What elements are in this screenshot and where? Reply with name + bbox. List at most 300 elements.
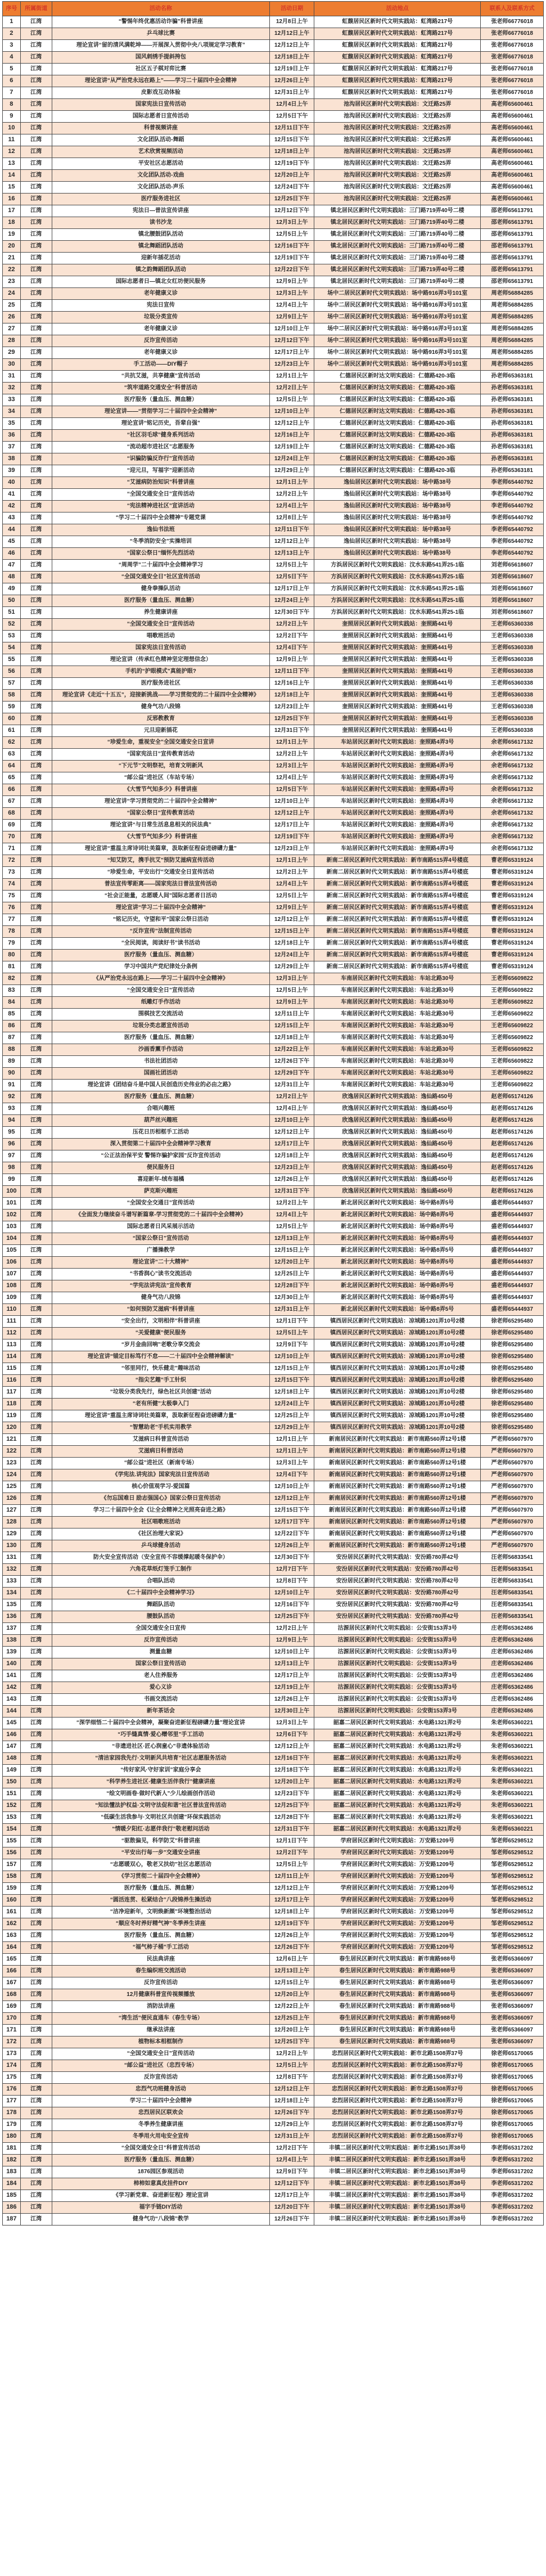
contact-cell: 曹老师65319124 [481, 950, 544, 961]
table-row [3, 749, 544, 761]
activity-name-cell: “珍爱生命，重视安全”全国交通安全日宣讲 [52, 737, 270, 749]
location-cell: 韶嘉二居民区新时代文明实践站：水电路1321弄2号 [314, 1824, 481, 1836]
location-cell: 虹馥居民区新时代文明实践站：虹湾路217号 [314, 40, 481, 52]
activity-name-cell: 国际志愿者日—镇北女红坊便民服务 [52, 276, 270, 288]
location-cell: 欣逸居民区新时代文明实践站：逸仙路450号 [314, 1186, 481, 1198]
table-row [3, 359, 544, 371]
contact-cell: 孙老师65363181 [481, 394, 544, 406]
date-cell: 12月12日上午 [270, 808, 314, 820]
seq-cell: 172 [3, 2036, 21, 2048]
table-row [3, 229, 544, 241]
date-cell: 12月18日上午 [270, 1032, 314, 1044]
location-cell: 韶嘉二居民区新时代文明实践站：水电路1321弄2号 [314, 1765, 481, 1777]
contact-cell: 李老师65317202 [481, 2190, 544, 2202]
table-row [3, 1127, 544, 1139]
street-cell: 江湾 [20, 1729, 52, 1741]
date-cell: 12月20日上午 [270, 1257, 314, 1269]
date-cell: 12月24日下午 [270, 182, 314, 194]
seq-cell: 12 [3, 146, 21, 158]
location-cell: 奎照居民区新时代文明实践站：奎照路441号 [314, 678, 481, 690]
date-cell: 12月26日上午 [270, 1694, 314, 1706]
table-row [3, 2202, 544, 2214]
street-cell: 江湾 [20, 2072, 52, 2084]
table-row [3, 418, 544, 430]
contact-cell: 赵老师65174126 [481, 1162, 544, 1174]
street-cell: 江湾 [20, 501, 52, 512]
table-row [3, 217, 544, 229]
date-cell: 12月5日下午 [270, 572, 314, 583]
contact-cell: 高老师65600461 [481, 123, 544, 134]
seq-cell: 123 [3, 1458, 21, 1469]
street-cell: 江湾 [20, 2013, 52, 2025]
date-cell: 12月7日下午 [270, 1564, 314, 1576]
activity-name-cell: 老人住养服务 [52, 1670, 270, 1682]
table-row [3, 713, 544, 725]
street-cell: 江湾 [20, 1540, 52, 1552]
contact-cell: 汪老师56833541 [481, 1588, 544, 1599]
seq-cell: 181 [3, 2143, 21, 2155]
location-cell: 沽源居民区新时代文明实践站：公安街153弄3号 [314, 1635, 481, 1647]
table-row [3, 583, 544, 595]
table-row [3, 1080, 544, 1091]
activity-name-cell: 医疗服务（量血压、测血糖） [52, 1930, 270, 1942]
street-cell: 江湾 [20, 2001, 52, 2013]
seq-cell: 13 [3, 158, 21, 170]
street-cell: 江湾 [20, 690, 52, 702]
date-cell: 12月15日上午 [270, 1977, 314, 1989]
seq-cell: 59 [3, 702, 21, 713]
date-cell: 12月5日下午 [270, 111, 314, 123]
date-cell: 12月8日下午 [270, 2072, 314, 2084]
location-cell: 韶嘉二居民区新时代文明实践站：水电路1321弄2号 [314, 1741, 481, 1753]
date-cell: 12月22日下午 [270, 1528, 314, 1540]
contact-cell: 孙老师65363181 [481, 430, 544, 442]
contact-cell: 庄老师65362486 [481, 1635, 544, 1647]
seq-cell: 117 [3, 1387, 21, 1399]
activity-name-cell: “科学养生进社区·健康生活伴我行”健康讲座 [52, 1777, 270, 1788]
street-cell: 江湾 [20, 2131, 52, 2143]
contact-cell: 徐老师65170065 [481, 2084, 544, 2096]
contact-cell: 曹老师65319124 [481, 891, 544, 902]
table-row [3, 1210, 544, 1221]
activity-name-cell: 福字手链DIY活动 [52, 2202, 270, 2214]
location-cell: 池沟居民区新时代文明实践站：文迁路25弄 [314, 194, 481, 205]
table-row [3, 772, 544, 784]
activity-name-cell: “社区羽毛球”健身系列活动 [52, 430, 270, 442]
table-row [3, 1847, 544, 1859]
table-row [3, 1339, 544, 1351]
seq-cell: 65 [3, 772, 21, 784]
contact-cell: 高老师65600461 [481, 134, 544, 146]
street-cell: 江湾 [20, 820, 52, 831]
seq-cell: 143 [3, 1694, 21, 1706]
location-cell: 新南居民区新时代文明实践站：新市南路560弄12号1楼 [314, 1434, 481, 1446]
location-cell: 车站居民区新时代文明实践站：奎照路4弄3号 [314, 749, 481, 761]
contact-cell: 周老师56884285 [481, 347, 544, 359]
contact-cell: 张老师65366097 [481, 2001, 544, 2013]
date-cell: 12月1日上午 [270, 737, 314, 749]
location-cell: 韶嘉二居民区新时代文明实践站：水电路1321弄2号 [314, 1788, 481, 1800]
activity-name-cell: 防火安全宣传活动（安全宣传不容缓撑起暖冬保护伞） [52, 1552, 270, 1564]
date-cell: 12月29日上午 [270, 465, 314, 477]
contact-cell: 王老师65609822 [481, 1056, 544, 1068]
contact-cell: 高老师65600461 [481, 182, 544, 194]
date-cell: 12月20日上午 [270, 1777, 314, 1788]
location-cell: 逸仙居民区新时代文明实践站：场中路38号 [314, 548, 481, 560]
location-cell: 新南居民区新时代文明实践站：新市南路560弄12号1楼 [314, 1540, 481, 1552]
table-row [3, 465, 544, 477]
activity-name-cell: “识骗防骗反诈行”宣传活动 [52, 453, 270, 465]
street-cell: 江湾 [20, 1658, 52, 1670]
location-cell: 仁德居民区新时达文明实践站：仁德路420-3临 [314, 383, 481, 394]
location-cell: 仁德居民区新时达文明实践站：仁德路420-3临 [314, 371, 481, 383]
location-cell: 新北居民区新时代文明实践站：场中路8弄5号 [314, 1292, 481, 1304]
date-cell: 12月8日上午 [270, 16, 314, 28]
date-cell: 12月17日上午 [270, 1670, 314, 1682]
contact-cell: 庄老师65362486 [481, 1647, 544, 1658]
street-cell: 江湾 [20, 572, 52, 583]
date-cell: 12月2日下午 [270, 631, 314, 642]
table-row [3, 1694, 544, 1706]
contact-cell: 曹老师65319124 [481, 938, 544, 950]
table-row [3, 1753, 544, 1765]
contact-cell: 张老师65366097 [481, 2025, 544, 2036]
seq-cell: 76 [3, 902, 21, 914]
activity-name-cell: 深入贯彻第二十届四中全会精神学习教育 [52, 1139, 270, 1150]
street-cell: 江湾 [20, 1599, 52, 1611]
date-cell: 12月9日上午 [270, 902, 314, 914]
date-cell: 12月18日上午 [270, 1387, 314, 1399]
location-cell: 池沟居民区新时代文明实践站：文迁路25弄 [314, 134, 481, 146]
location-cell: 镇北居民区新时代文明实践站：三门路719弄40号二楼 [314, 217, 481, 229]
activity-name-cell: “全民阅读，阅读好书”读书活动 [52, 938, 270, 950]
street-cell: 江湾 [20, 1670, 52, 1682]
date-cell: 12月9日下午 [270, 1339, 314, 1351]
activity-name-cell: 六角花草纸灯笼手工制作 [52, 1564, 270, 1576]
street-cell: 江湾 [20, 1328, 52, 1339]
table-row [3, 276, 544, 288]
seq-cell: 105 [3, 1245, 21, 1257]
contact-cell: 邹老师65298512 [481, 1859, 544, 1871]
location-cell: 逸仙居民区新时代文明实践站：场中路38号 [314, 536, 481, 548]
street-cell: 江湾 [20, 1469, 52, 1481]
table-row [3, 737, 544, 749]
location-cell: 丰镇二居民区新时代文明实践站：新市北路1501弄38号 [314, 2166, 481, 2178]
table-row [3, 1257, 544, 1269]
contact-cell: 赵老师65174126 [481, 1174, 544, 1186]
location-cell: 池沟居民区新时代文明实践站：文迁路25弄 [314, 158, 481, 170]
table-row [3, 642, 544, 654]
table-row [3, 973, 544, 985]
location-cell: 仁德居民区新时达文明实践站：仁德路420-3临 [314, 453, 481, 465]
contact-cell: 王老师65609822 [481, 973, 544, 985]
date-cell: 12月18日上午 [270, 938, 314, 950]
seq-cell: 113 [3, 1339, 21, 1351]
contact-cell: 李老师65317202 [481, 2155, 544, 2166]
location-cell: 新南二居民区新时代文明实践站：新市南路515弄4号楼底 [314, 926, 481, 938]
date-cell: 12月17日上午 [270, 820, 314, 831]
date-cell: 12月11日上午 [270, 1009, 314, 1020]
date-cell: 12月12日上午 [270, 1127, 314, 1139]
contact-cell: 盛老师65444937 [481, 1257, 544, 1269]
contact-cell: 张老师66776018 [481, 64, 544, 75]
street-cell: 江湾 [20, 607, 52, 619]
location-cell: 车南居民区新时代文明实践站：车站北路30号 [314, 1044, 481, 1056]
table-row [3, 394, 544, 406]
seq-cell: 170 [3, 2013, 21, 2025]
activity-name-cell: 镇北腰鼓团队活动 [52, 229, 270, 241]
table-row [3, 2155, 544, 2166]
date-cell: 12月20日下午 [270, 2202, 314, 2214]
location-cell: 镇西居民区新时代文明实践站：凉城路1201弄10号2楼 [314, 1316, 481, 1328]
table-row [3, 1469, 544, 1481]
contact-cell: 孙老师65363181 [481, 453, 544, 465]
seq-cell: 70 [3, 831, 21, 843]
contact-cell: 徐老师65170065 [481, 2096, 544, 2107]
location-cell: 韶嘉二居民区新时代文明实践站：水电路1321弄2号 [314, 1753, 481, 1765]
location-cell: 新南二居民区新时代文明实践站：新市南路515弄4号楼底 [314, 961, 481, 973]
activity-name-cell: 《学习贯彻二十届四中全会精神》 [52, 1871, 270, 1883]
date-cell: 12月9日上午 [270, 276, 314, 288]
street-cell: 江湾 [20, 950, 52, 961]
street-cell: 江湾 [20, 253, 52, 264]
activity-name-cell: 《大雪节气知多少》科普讲座 [52, 784, 270, 796]
location-cell: 仁德居民区新时达文明实践站：仁德路420-3临 [314, 394, 481, 406]
date-cell: 12月31日下午 [270, 1824, 314, 1836]
contact-cell: 张老师65366097 [481, 1989, 544, 2001]
table-row [3, 1387, 544, 1399]
location-cell: 新北居民区新时代文明实践站：场中路8弄5号 [314, 1198, 481, 1210]
date-cell: 12月31日上午 [270, 2131, 314, 2143]
activity-name-cell: “艾滋病防治知识”科普讲座 [52, 477, 270, 489]
activity-name-cell: 文化团队活动-声乐 [52, 182, 270, 194]
street-cell: 江湾 [20, 16, 52, 28]
seq-cell: 156 [3, 1847, 21, 1859]
contact-cell: 王老师65360338 [481, 666, 544, 678]
activity-name-cell: 理论宣讲“重温主席诗词壮美篇章，汲取新征程奋进磅礴力量” [52, 843, 270, 855]
seq-cell: 160 [3, 1895, 21, 1907]
activity-name-cell: 健身拳操队活动 [52, 583, 270, 595]
date-cell: 12月12日上午 [270, 1741, 314, 1753]
location-cell: 安汾居民区新时代文明实践站：安汾路780弄42号 [314, 1588, 481, 1599]
street-cell: 江湾 [20, 1139, 52, 1150]
date-cell: 12月31日上午 [270, 1080, 314, 1091]
location-cell: 场中二居民区新时代文明实践站：场中路916弄3号101室 [314, 359, 481, 371]
street-cell: 江湾 [20, 642, 52, 654]
contact-cell: 汪老师56833541 [481, 1599, 544, 1611]
location-cell: 新北居民区新时代文明实践站：场中路8弄5号 [314, 1280, 481, 1292]
date-cell: 12月17日下午 [270, 1517, 314, 1528]
date-cell: 12月18日上午 [270, 146, 314, 158]
table-row [3, 1174, 544, 1186]
activity-name-cell: “反诈宣传”法制宣传活动 [52, 926, 270, 938]
seq-cell: 89 [3, 1056, 21, 1068]
table-row [3, 1871, 544, 1883]
street-cell: 江湾 [20, 335, 52, 347]
date-cell: 12月2日下午 [270, 2143, 314, 2155]
activity-name-cell: 合唱队活动 [52, 1576, 270, 1588]
street-cell: 江湾 [20, 1552, 52, 1564]
table-row [3, 1068, 544, 1080]
seq-cell: 29 [3, 347, 21, 359]
street-cell: 江湾 [20, 1812, 52, 1824]
contact-cell: 余老师65617132 [481, 761, 544, 772]
date-cell: 12月23日上午 [270, 702, 314, 713]
table-row [3, 288, 544, 300]
table-row [3, 879, 544, 891]
date-cell: 12月3日上午 [270, 1718, 314, 1729]
date-cell: 12月24日上午 [270, 1399, 314, 1410]
activity-name-cell: “国家宪法日”宣传教育活动 [52, 749, 270, 761]
contact-cell: 李老师65440792 [481, 512, 544, 524]
contact-cell: 严老师65607970 [481, 1505, 544, 1517]
seq-cell: 38 [3, 453, 21, 465]
date-cell: 12月24日上午 [270, 453, 314, 465]
activity-name-cell: “邮公益”进社区（车站专场） [52, 772, 270, 784]
seq-cell: 78 [3, 926, 21, 938]
location-cell: 忠烈居民区新时代文明实践站：新市北路1508弄37号 [314, 2131, 481, 2143]
seq-cell: 18 [3, 217, 21, 229]
seq-cell: 49 [3, 583, 21, 595]
seq-cell: 80 [3, 950, 21, 961]
table-row [3, 1032, 544, 1044]
seq-cell: 150 [3, 1777, 21, 1788]
location-cell: 车南居民区新时代文明实践站：车站北路30号 [314, 1032, 481, 1044]
street-cell: 江湾 [20, 808, 52, 820]
activity-name-cell: “下元节”文明祭祀，培育文明新风 [52, 761, 270, 772]
seq-cell: 3 [3, 40, 21, 52]
location-cell: 新南居民区新时代文明实践站：新市南路560弄12号1楼 [314, 1517, 481, 1528]
location-cell: 镇西居民区新时代文明实践站：凉城路1201弄10号2楼 [314, 1422, 481, 1434]
date-cell: 12月10日上午 [270, 1115, 314, 1127]
activity-name-cell: “传好家风·守好家训”家庭分享会 [52, 1765, 270, 1777]
street-cell: 江湾 [20, 1528, 52, 1540]
location-cell: 方浜居民区新时代文明实践站：汶水东路541弄25-1临 [314, 607, 481, 619]
location-cell: 欣逸居民区新时代文明实践站：逸仙路450号 [314, 1127, 481, 1139]
activity-name-cell: 医疗服务（量血压、测血糖） [52, 394, 270, 406]
table-row [3, 323, 544, 335]
seq-cell: 32 [3, 383, 21, 394]
contact-cell: 孙老师65363181 [481, 465, 544, 477]
location-cell: 奎照居民区新时代文明实践站：奎照路441号 [314, 619, 481, 631]
activity-name-cell: 宪法日—普法宣传讲座 [52, 205, 270, 217]
street-cell: 江湾 [20, 2178, 52, 2190]
contact-cell: 高老师65600461 [481, 99, 544, 111]
street-cell: 江湾 [20, 453, 52, 465]
table-row [3, 1824, 544, 1836]
street-cell: 江湾 [20, 961, 52, 973]
location-cell: 镇西居民区新时代文明实践站：凉城路1201弄10号2楼 [314, 1387, 481, 1399]
street-cell: 江湾 [20, 1198, 52, 1210]
table-row [3, 1682, 544, 1694]
contact-cell: 盛老师65444937 [481, 1233, 544, 1245]
contact-cell: 朱老师65360221 [481, 1824, 544, 1836]
street-cell: 江湾 [20, 619, 52, 631]
seq-cell: 50 [3, 595, 21, 607]
contact-cell: 李老师65317202 [481, 2178, 544, 2190]
table-row [3, 1777, 544, 1788]
street-cell: 江湾 [20, 1458, 52, 1469]
date-cell: 12月25日下午 [270, 713, 314, 725]
street-cell: 江湾 [20, 371, 52, 383]
contact-cell: 严老师65607970 [481, 1528, 544, 1540]
seq-cell: 54 [3, 642, 21, 654]
seq-cell: 135 [3, 1599, 21, 1611]
contact-cell: 赵老师65174126 [481, 1139, 544, 1150]
seq-cell: 104 [3, 1233, 21, 1245]
date-cell: 12月3日上午 [270, 1458, 314, 1469]
contact-cell: 邵老师65613791 [481, 217, 544, 229]
street-cell: 江湾 [20, 347, 52, 359]
contact-cell: 周老师56884285 [481, 312, 544, 323]
date-cell: 12月8日上午 [270, 512, 314, 524]
location-cell: 逸仙居民区新时代文明实践站：场中路38号 [314, 501, 481, 512]
contact-cell: 邹老师65298512 [481, 1907, 544, 1918]
contact-cell: 严老师65607970 [481, 1469, 544, 1481]
street-cell: 江湾 [20, 1410, 52, 1422]
date-cell: 12月25日下午 [270, 194, 314, 205]
street-cell: 江湾 [20, 2143, 52, 2155]
seq-cell: 31 [3, 371, 21, 383]
seq-cell: 4 [3, 52, 21, 64]
activity-name-cell: 养生健康讲座 [52, 607, 270, 619]
location-cell: 方浜居民区新时代文明实践站：汶水东路541弄25-1临 [314, 595, 481, 607]
activity-name-cell: 反诈宣传活动 [52, 2072, 270, 2084]
seq-cell: 74 [3, 879, 21, 891]
seq-cell: 9 [3, 111, 21, 123]
location-cell: 学府居民区新时代文明实践站：万安路1209号 [314, 1847, 481, 1859]
street-cell: 江湾 [20, 1280, 52, 1292]
street-cell: 江湾 [20, 1895, 52, 1907]
street-cell: 江湾 [20, 312, 52, 323]
contact-cell: 盛老师65444937 [481, 1292, 544, 1304]
activity-name-cell: 唱歌班活动 [52, 631, 270, 642]
table-row [3, 1576, 544, 1588]
location-cell: 场中二居民区新时代文明实践站：场中路916弄3号101室 [314, 288, 481, 300]
table-row [3, 1009, 544, 1020]
date-cell: 12月23日上午 [270, 1162, 314, 1174]
seq-cell: 127 [3, 1505, 21, 1517]
activity-name-cell: 忠烈居民区联欢会 [52, 2107, 270, 2119]
location-cell: 方浜居民区新时代文明实践站：汶水东路541弄25-1临 [314, 560, 481, 572]
street-cell: 江湾 [20, 1706, 52, 1718]
activity-name-cell: 国际志愿者日宣传活动 [52, 111, 270, 123]
street-cell: 江湾 [20, 1162, 52, 1174]
seq-cell: 157 [3, 1859, 21, 1871]
street-cell: 江湾 [20, 1446, 52, 1458]
contact-cell: 李老师65440792 [481, 524, 544, 536]
contact-cell: 邹老师65298512 [481, 1895, 544, 1907]
table-row [3, 1422, 544, 1434]
street-cell: 江湾 [20, 241, 52, 253]
activity-name-cell: 平安社区志愿活动 [52, 158, 270, 170]
location-cell: 车站居民区新时代文明实践站：奎照路4弄3号 [314, 796, 481, 808]
contact-cell: 邹老师65298512 [481, 1871, 544, 1883]
date-cell: 12月15日上午 [270, 1245, 314, 1257]
activity-name-cell: “全国交通安全日”社区宣传活动 [52, 572, 270, 583]
table-row [3, 1399, 544, 1410]
seq-cell: 179 [3, 2119, 21, 2131]
location-cell: 车站居民区新时代文明实践站：奎照路4弄3号 [314, 737, 481, 749]
table-row [3, 1836, 544, 1847]
date-cell: 12月9日上午 [270, 654, 314, 666]
table-row [3, 1528, 544, 1540]
contact-cell: 李老师65440792 [481, 501, 544, 512]
street-cell: 江湾 [20, 1434, 52, 1446]
location-cell: 逸仙居民区新时代文明实践站：场中路38号 [314, 477, 481, 489]
activity-name-cell: 全国交通安全日宣传 [52, 1623, 270, 1635]
contact-cell: 余老师65617132 [481, 843, 544, 855]
